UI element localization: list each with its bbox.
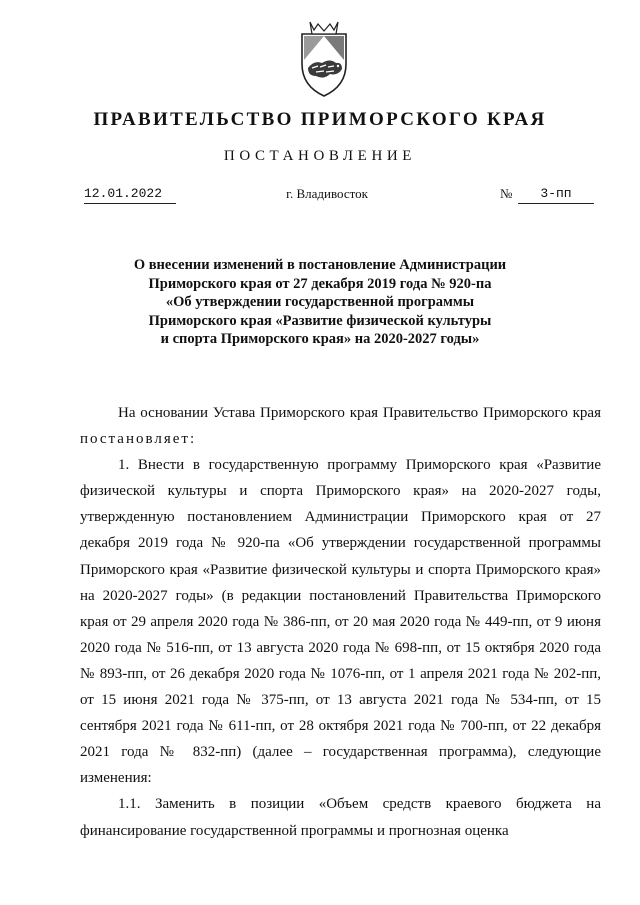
document-date: 12.01.2022 [84, 185, 176, 204]
document-city: г. Владивосток [286, 186, 368, 201]
heading-line: «Об утверждении государственной программы [165, 294, 475, 310]
document-number: 3-пп [518, 185, 594, 204]
government-title: ПРАВИТЕЛЬСТВО ПРИМОРСКОГО КРАЯ [93, 109, 547, 130]
intro-paragraph [80, 400, 601, 452]
number-label: № [500, 186, 513, 201]
paragraph-1-1: 1.1. Заменить в позиции «Объем средств краевого бюджета на финансирование государственной программы и прогнозная оценка [80, 796, 601, 839]
document-body [80, 400, 601, 844]
heading-line: и спорта Приморского края» на 2020-2027 годы» [160, 331, 480, 347]
document-type: ПОСТАНОВЛЕНИЕ [223, 148, 417, 164]
paragraph-1: 1. Внести в государственную программу Приморского края «Развитие физической культуры и спорта Приморского края» на 2020-2027 годы, утвержденную постановлением Администрации Приморского края от 27 декабря 2019 года № 920-па «Об утверждении государственной программы Приморского края «Развитие физической культуры и спорта Приморского края» на 2020-2027 годы» (в редакции постановлений Правительства Приморского края от 29 апреля 2020 года № 386-пп, от 20 мая 2020 года № 449-пп, от 9 июня 2020 года № 516-пп, от 13 августа 2020 года № 698-пп, от 15 октября 2020 года № 893-пп, от 26 декабря 2020 года № 1076-пп, от 1 апреля 2021 года № 202-пп, от 15 июня 2021 года № 375-пп, от 13 августа 2021 года № 534-пп, от 15 сентября 2021 года № 611-пп, от 28 октября 2021 года № 700-пп, от 22 декабря 2021 года № 832-пп) (далее – государственная программа), следующие изменения: [80, 457, 601, 787]
document-heading [100, 256, 540, 349]
heading-line: Приморского края от 27 декабря 2019 года № 920-па [148, 275, 492, 292]
decision-word: постановляет: [80, 431, 197, 448]
heading-line: О внесении изменений в постановление Администрации [133, 257, 507, 273]
heading-line: Приморского края «Развитие физической культуры [148, 312, 492, 329]
intro-text: На основании Устава Приморского края Правительство Приморского края [118, 405, 601, 421]
coat-of-arms-emblem [296, 16, 352, 100]
